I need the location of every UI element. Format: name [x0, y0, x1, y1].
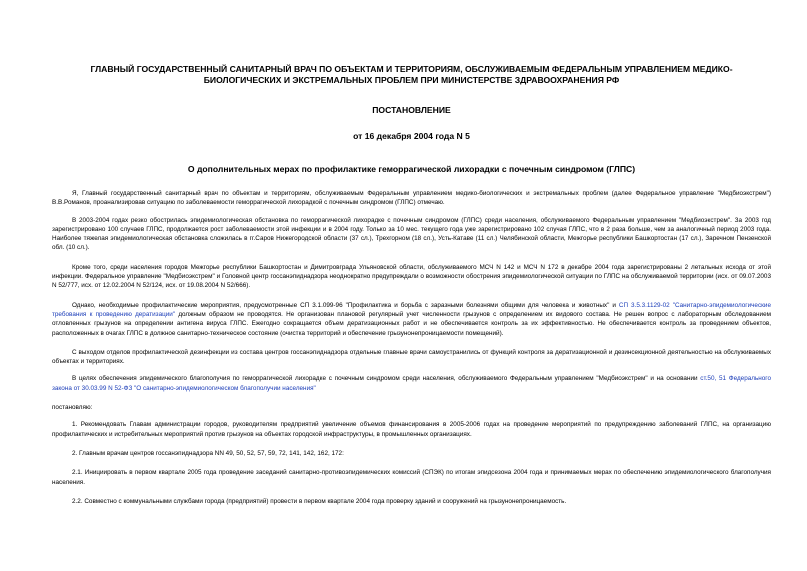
issuer-heading: ГЛАВНЫЙ ГОСУДАРСТВЕННЫЙ САНИТАРНЫЙ ВРАЧ ПО ОБЪЕКТАМ И ТЕРРИТОРИЯМ, ОБСЛУЖИВАЕМЫМ ФЕДЕРАЛЬНЫМ УПРАВЛЕНИЕМ МЕДИКО-БИОЛОГИЧЕСКИХ И ЭКСТРЕМАЛЬНЫХ ПРОБЛЕМ ПРИ МИНИСТЕРСТВЕ ЗДРАВООХРАНЕНИЯ РФ	[90, 64, 733, 85]
paragraph-measures-text-a: Однако, необходимые профилактические мероприятия, предусмотренные СП 3.1.099-96 "Профилактика и борьба с заразными болезнями общими для человека и животных" и	[72, 301, 619, 309]
paragraph-item-2: 2. Главным врачам центров госсанэпиднадзора NN 49, 50, 52, 57, 59, 72, 141, 142, 162, 172:	[72, 449, 344, 457]
paragraph-resolve: постановляю:	[52, 404, 93, 412]
paragraph-disinfection: С выходом отделов профилактической дезинфекции из состава центров госсанэпиднадзора отдельные главные врачи самоустранились от функций контроля за дератизационной и дезинсекционной деятельностью на обслуживаемых объектах и территориях.	[52, 348, 771, 366]
document-date: от 16 декабря 2004 года N 5	[353, 131, 470, 141]
paragraph-item-2-1: 2.1. Инициировать в первом квартале 2005 года проведение заседаний санитарно-противоэпидемических комиссий (СПЭК) по итогам эпидсезона 2004 года и принимаемых мерах по обеспечению эпидемиологического благополучия населения.	[52, 469, 771, 486]
paragraph-fatalities: Кроме того, среди населения городов Межгорье республики Башкортостан и Димитровграда Ульяновской области, обслуживаемого МСЧ N 142 и МСЧ N 172 в декабре 2004 года зарегистрированы 2 летальных исхода от этой инфекции. Федеральное управление "Медбиоэкстрем" и Головной центр госсанэпиднадзора неоднократно предупреждали о возможности обострения эпидемиологической ситуации по ГЛПС на обслуживаемой территории (исх. от 09.07.2003 N 52/777, исх. от 12.02.2004 N 52/124, исх. от 19.08.2004 N 52/666).	[52, 263, 771, 290]
paragraph-item-1: 1. Рекомендовать Главам администрации городов, руководителям предприятий увеличение объемов финансирования в 2005-2006 годах на проведение мероприятий по предупреждению заболеваний ГЛПС, на организацию профилактических и истребительных мероприятий против грызунов на объектах городской инфраструктуры, в промышленных организациях.	[52, 421, 771, 438]
paragraph-purpose	[52, 374, 771, 393]
document-type: ПОСТАНОВЛЕНИЕ	[372, 105, 451, 115]
paragraph-intro: Я, Главный государственный санитарный врач по объектам и территориям, обслуживаемым Федеральным управлением медико-биологических и экстремальных проблем (далее Федеральное управление "Медбиоэкстрем") В.В.Романов, проанализировав ситуацию по заболеваемости геморрагической лихорадкой с почечным синдромом (ГЛПС) отмечаю.	[52, 190, 771, 207]
paragraph-purpose-text: В целях обеспечения эпидемического благополучия по геморрагической лихорадке с почечным синдромом среди населения, обслуживаемого Федеральным управлением "Медбиоэкстрем" и на основании	[72, 375, 701, 383]
sp-3-5-3-1129-02-link[interactable]: СП 3.5.3.1129-02 "Санитарно-эпидемиологические требования к проведению дератизации"	[52, 301, 771, 318]
document-subject: О дополнительных мерах по профилактике геморрагической лихорадки с почечным синдромом (ГЛПС)	[187, 164, 636, 174]
paragraph-situation: В 2003-2004 годах резко обострилась эпидемиологическая обстановка по геморрагической лихорадке с почечным синдромом (ГЛПС) среди населения, обслуживаемого Федеральным управлением "Медбиоэкстрем". За 2003 год зарегистрировано 100 случаев ГЛПС, продолжается рост заболеваемости этой инфекции и в 2004 году. Только за 10 мес. текущего года уже зарегистрировано 102 случая ГЛПС, что в 2 раза больше, чем за аналогичный период 2003 года. Наиболее тяжелая эпидемиологическая обстановка сложилась в гг.Саров Нижегородской области (37 сл.), Трехгорном (18 сл.), Усть-Катаве (11 сл.) Челябинской области, Межгорье республики Башкортостан (17 сл.), Заречном Пензенской обл. (10 сл.).	[52, 216, 771, 252]
federal-law-52-fz-link[interactable]: ст.50, 51 Федерального закона от 30.03.99 N 52-ФЗ "О санитарно-эпидемиологическом благополучии населения"	[52, 375, 771, 392]
paragraph-item-2-2: 2.2. Совместно с коммунальными службами города (предприятий) провести в первом квартале 2004 года проверку зданий и сооружений на грызунонепроницаемость.	[72, 497, 567, 505]
paragraph-measures-text-b: должным образом не проводятся. Не организован плановой регулярный учет численности грызунов с определением их видового состава. Не решен вопрос с лабораторным обследованием отловленных грызунов на определении антигена вируса ГЛПС. Ежегодно сокращается объем дератизационных работ и не обеспечивается контроль за их эффективностью. Не обеспечивается контроль за проведением объектов, расположенных в очагах ГЛПС в должное санитарно-техническое состояние (очистка территорий и обеспечение грызунонепроницаемости помещений).	[52, 310, 771, 337]
paragraph-measures	[52, 301, 771, 338]
document-body	[52, 189, 771, 506]
